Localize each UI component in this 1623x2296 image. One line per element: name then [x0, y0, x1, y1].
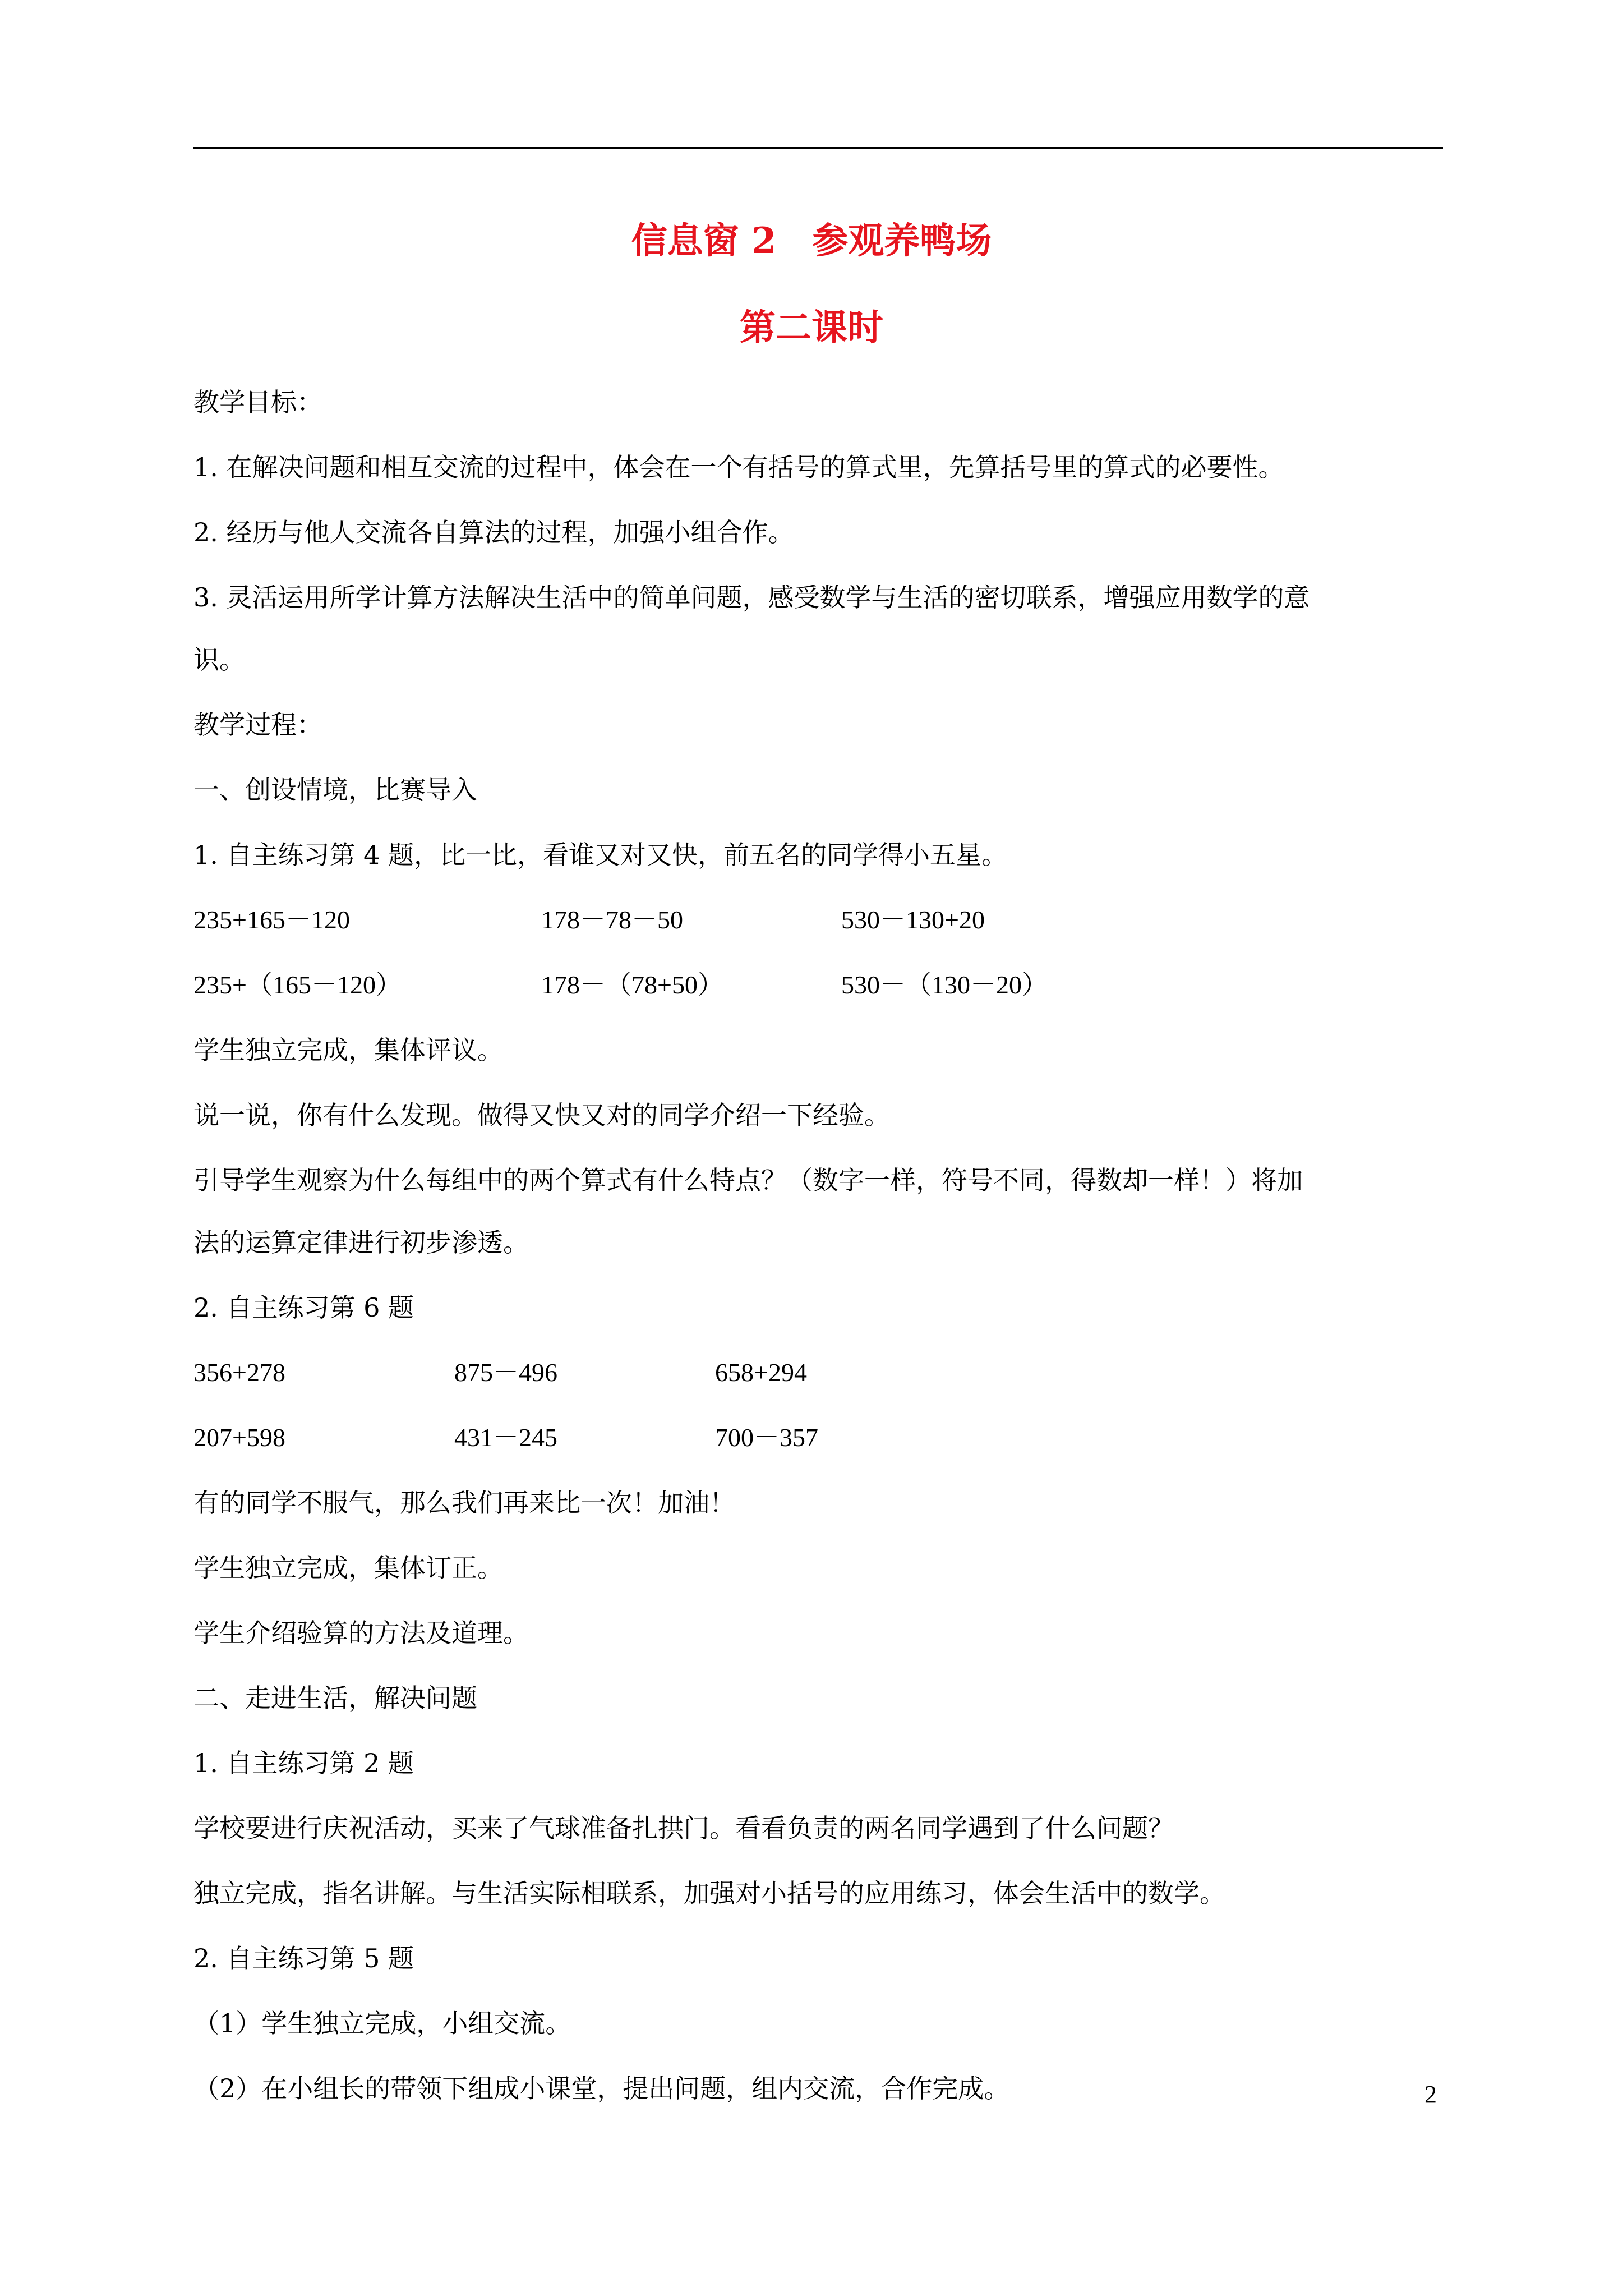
calculation: 700－357: [715, 1423, 818, 1452]
calculation: 875－496: [454, 1358, 557, 1387]
note-line: 法的运算定律进行初步渗透。: [193, 1227, 529, 1258]
page-number: 2: [1424, 2081, 1437, 2108]
expression: 178－（78+50）: [541, 970, 723, 999]
note-line: 学生介绍验算的方法及道理。: [193, 1618, 529, 1648]
note-line: 学生独立完成，集体订正。: [193, 1553, 503, 1583]
note-line: 学生独立完成，集体评议。: [193, 1035, 503, 1065]
note-line: 引导学生观察为什么每组中的两个算式有什么特点？（数字一样，符号不同，得数却一样！）将加: [193, 1165, 1303, 1195]
expression: 530－（130－20）: [841, 970, 1048, 999]
section1-item1: 1. 自主练习第 4 题，比一比，看谁又对又快，前五名的同学得小五星。: [193, 840, 1008, 870]
section1-item2: 2. 自主练习第 6 题: [193, 1292, 414, 1323]
step-line: （2）在小组长的带领下组成小课堂，提出问题，组内交流，合作完成。: [193, 2073, 1010, 2104]
calculation: 207+598: [193, 1423, 285, 1452]
objective-item-2: 2. 经历与他人交流各自算法的过程，加强小组合作。: [193, 517, 794, 547]
objectives-heading: 教学目标：: [193, 387, 322, 417]
section1-heading: 一、创设情境，比赛导入: [193, 775, 477, 805]
note-line: 有的同学不服气，那么我们再来比一次！加油！: [193, 1488, 735, 1518]
calculation: 356+278: [193, 1358, 285, 1387]
section2-item1: 1. 自主练习第 2 题: [193, 1748, 414, 1778]
section2-heading: 二、走进生活，解决问题: [193, 1683, 477, 1713]
lesson-subtitle: 第二课时: [740, 307, 883, 349]
expression: 178－78－50: [541, 905, 683, 934]
header-rule: [193, 147, 1443, 149]
note-line: 学校要进行庆祝活动，买来了气球准备扎拱门。看看负责的两名同学遇到了什么问题？: [193, 1813, 1174, 1843]
step-line: （1）学生独立完成，小组交流。: [193, 2008, 571, 2039]
objective-item-1: 1. 在解决问题和相互交流的过程中，体会在一个有括号的算式里，先算括号里的算式的必要性。: [193, 452, 1284, 482]
expression: 235+（165－120）: [193, 970, 402, 999]
objective-item-3-continued: 识。: [193, 645, 245, 675]
page-title: 信息窗 2 参观养鸭场: [631, 220, 992, 262]
calculation: 658+294: [715, 1358, 807, 1387]
note-line: 独立完成，指名讲解。与生活实际相联系，加强对小括号的应用练习，体会生活中的数学。: [193, 1878, 1225, 1908]
expression: 235+165－120: [193, 905, 350, 934]
process-heading: 教学过程：: [193, 710, 322, 740]
note-line: 说一说，你有什么发现。做得又快又对的同学介绍一下经验。: [193, 1100, 890, 1130]
objective-item-3: 3. 灵活运用所学计算方法解决生活中的简单问题，感受数学与生活的密切联系，增强应用数学的意: [193, 582, 1310, 613]
expression: 530－130+20: [841, 905, 985, 934]
calculation: 431－245: [454, 1423, 557, 1452]
section2-item2: 2. 自主练习第 5 题: [193, 1943, 414, 1973]
